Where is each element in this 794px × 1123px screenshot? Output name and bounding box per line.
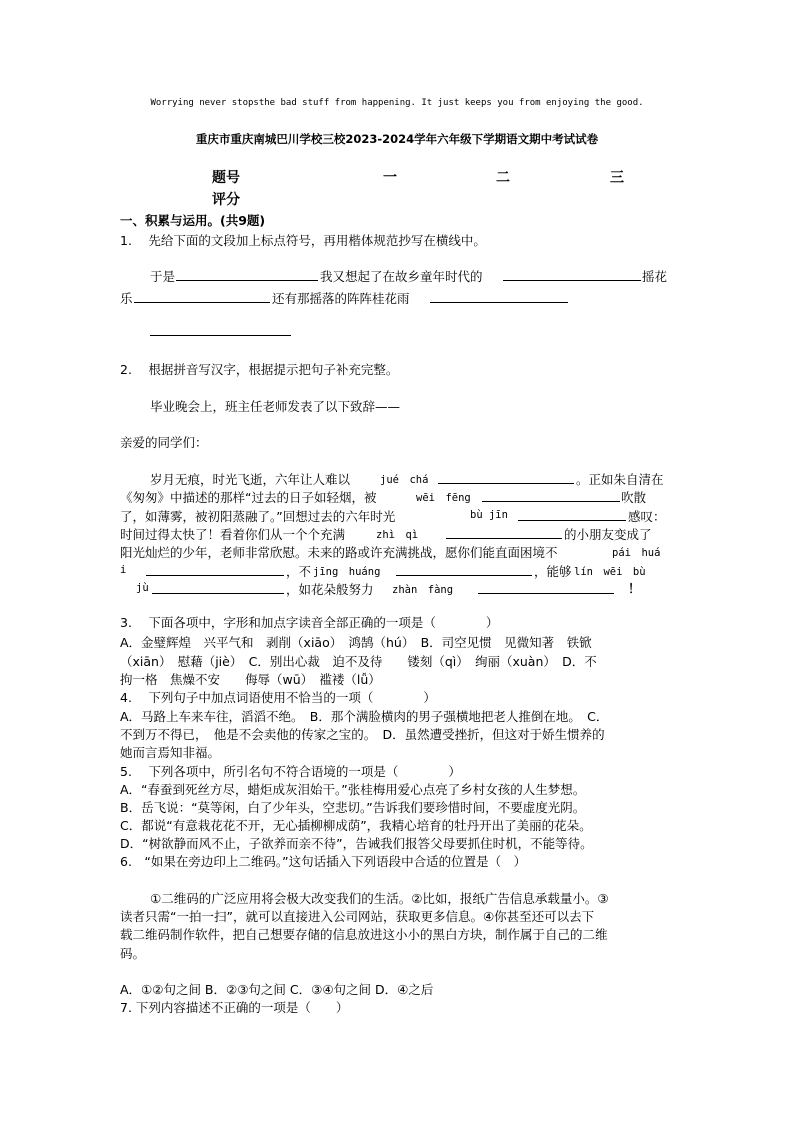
q1-text-5: 还有那摇落的阵阵桂花雨 — [272, 291, 410, 306]
q2-blank-3[interactable] — [518, 520, 626, 521]
q6-stem: 6. “如果在旁边印上二维码。”这句话插入下列语段中合适的位置是（ ） — [120, 854, 527, 869]
q2-blank-8[interactable] — [478, 593, 614, 594]
q5-stem: 5. 下列各项中，所引名句不符合语境的一项是（ ） — [120, 764, 461, 779]
q7-stem: 7. 下列内容描述不正确的一项是（ ） — [120, 1000, 349, 1015]
score-col-1: 一 — [383, 170, 397, 186]
q1-text-4: 乐 — [120, 291, 133, 306]
q2-pinyin-4: zhì qì — [376, 529, 419, 541]
q2-pinyin-7b: jù — [136, 582, 149, 594]
score-col-3: 三 — [610, 170, 624, 186]
q6-passage-line-4: 码。 — [120, 946, 146, 961]
q3-options-line-3: 拘一格 焦燥不安 侮辱（wū） 褴褛（lǚ） — [120, 672, 381, 687]
q2-p1-end: 。正如朱自清在 — [576, 472, 664, 487]
q4-options-line-3: 她而言焉知非福。 — [120, 745, 221, 760]
q2-pinyin-5: pái huá — [612, 547, 661, 559]
q4-options-line-2: 不到万不得已， 他是不会卖他的传家之宝的。 D．虽然遭受挫折，但这对于娇生惯养的 — [120, 727, 605, 742]
q1-text-2: 我又想起了在故乡童年时代的 — [320, 269, 483, 284]
q3-options-line-2: （xiān） 慰藉（jiè） C．别出心裁 迫不及待 镂刻（qì） 绚丽（xuàn） D．不 — [120, 654, 597, 669]
q4-stem: 4. 下列句子中加点词语使用不恰当的一项（ ） — [120, 690, 436, 705]
q5-option-a: A．“春蚕到死丝方尽，蜡炬成灰泪始干。”张桂梅用爱心点亮了乡村女孩的人生梦想。 — [120, 782, 586, 797]
q2-pinyin-1: jué chá — [380, 474, 429, 486]
q5-option-b: B．岳飞说：“莫等闲，白了少年头，空悲切。”告诉我们要珍惜时间，不要虚度光阴。 — [120, 800, 586, 815]
q2-blank-4[interactable] — [446, 538, 562, 539]
q5-option-d: D．“树欲静而风不止，子欲养而亲不待”，告诫我们报答父母要抓住时机，不能等待。 — [120, 836, 593, 851]
section-heading: 一、积累与运用。(共9题) — [120, 213, 266, 228]
q2-p4-text: 时间过得太快了！看着你们从一个个充满 — [120, 527, 346, 542]
q6-passage-line-2: 读者只需“一拍一扫”，就可以直接进入公司网站，获取更多信息。④你甚至还可以去下 — [120, 909, 595, 924]
q2-p3-end: 感叹： — [628, 509, 666, 524]
q3-stem: 3. 下面各项中，字形和加点字读音全部正确的一项是（ ） — [120, 615, 499, 630]
q6-options: A．①②句之间 B．②③句之间 C．③④句之间 D．④之后 — [120, 982, 434, 997]
q2-pinyin-3: bù jīn — [470, 509, 508, 521]
q2-intro: 毕业晚会上，班主任老师发表了以下致辞—— — [150, 399, 401, 414]
q2-p5-text: 阳光灿烂的少年，老师非常欣慰。未来的路或许充满挑战，愿你们能直面困境不 — [120, 545, 558, 560]
q2-blank-5[interactable] — [146, 575, 284, 576]
q1-blank-5[interactable] — [150, 335, 291, 336]
q2-blank-6[interactable] — [396, 575, 532, 576]
q2-pinyin-8: zhàn fàng — [392, 584, 454, 596]
q2-stem: 2. 根据拼音写汉字，根据提示把句子补充完整。 — [120, 362, 399, 377]
q2-pinyin-7: lín wēi bù — [574, 566, 646, 578]
q2-blank-1[interactable] — [438, 483, 574, 484]
q2-p3-text: 了，如薄雾，被初阳蒸融了。”回想过去的六年时光 — [120, 509, 396, 524]
score-row-label-score: 评分 — [212, 192, 240, 208]
q2-greeting: 亲爱的同学们： — [120, 435, 208, 450]
q4-options-line-1: A．马路上车来车往，滔滔不绝。 B．那个满脸横肉的男子强横地把老人推倒在地。 C． — [120, 709, 609, 724]
q6-passage-line-1: ①二维码的广泛应用将会极大改变我们的生活。②比如，报纸广告信息承载量小。③ — [150, 891, 609, 906]
q1-blank-3[interactable] — [134, 302, 270, 303]
q5-option-c: C．都说“有意栽花花不开，无心插柳柳成荫”，我精心培育的牡丹开出了美丽的花朵。 — [120, 818, 592, 833]
q2-blank-2[interactable] — [482, 501, 620, 502]
q2-pinyin-6: jīng huáng — [313, 566, 381, 578]
q1-blank-2[interactable] — [503, 280, 641, 281]
q2-p2-text: 《匆匆》中描述的那样“过去的日子如轻烟，被 — [120, 490, 377, 505]
q1-text-3: 摇花 — [642, 269, 668, 284]
q1-blank-4[interactable] — [430, 302, 568, 303]
score-row-label-number: 题号 — [212, 170, 240, 186]
q2-blank-7[interactable] — [152, 593, 284, 594]
q2-p6-text: ，不 — [286, 564, 312, 579]
exam-title: 重庆市重庆南城巴川学校三校2023-2024学年六年级下学期语文期中考试试卷 — [195, 132, 599, 146]
q6-passage-line-3: 载二维码制作软件，把自己想要存储的信息放进这小小的黑白方块，制作属于自己的二维 — [120, 927, 608, 942]
q2-p7-text: ，如花朵般努力 — [286, 582, 374, 597]
q2-p2-end: 吹散 — [621, 490, 647, 505]
q1-stem: 1. 先给下面的文段加上标点符号，再用楷体规范抄写在横线中。 — [120, 233, 486, 248]
q2-p7-end: ！ — [628, 581, 641, 596]
q3-options-line-1: A．金璧辉煌 兴平气和 剥削（xiāo） 鸿鹄（hú） B．司空见惯 见微知著 铁锨 — [120, 635, 592, 650]
q2-p1-text: 岁月无痕，时光飞逝，六年让人难以 — [150, 472, 351, 487]
score-col-2: 二 — [496, 170, 510, 186]
q2-pinyin-5b: i — [120, 564, 127, 576]
q2-pinyin-2: wēi fēng — [416, 492, 471, 504]
q2-p6-end: ，能够 — [534, 564, 572, 579]
q1-blank-1[interactable] — [176, 280, 318, 281]
q2-p4-end: 的小朋友变成了 — [564, 527, 652, 542]
page-motto: Worrying never stopsthe bad stuff from happening. It just keeps you from enjoying the good. — [150, 98, 644, 108]
q1-text-1: 于是 — [150, 269, 176, 284]
